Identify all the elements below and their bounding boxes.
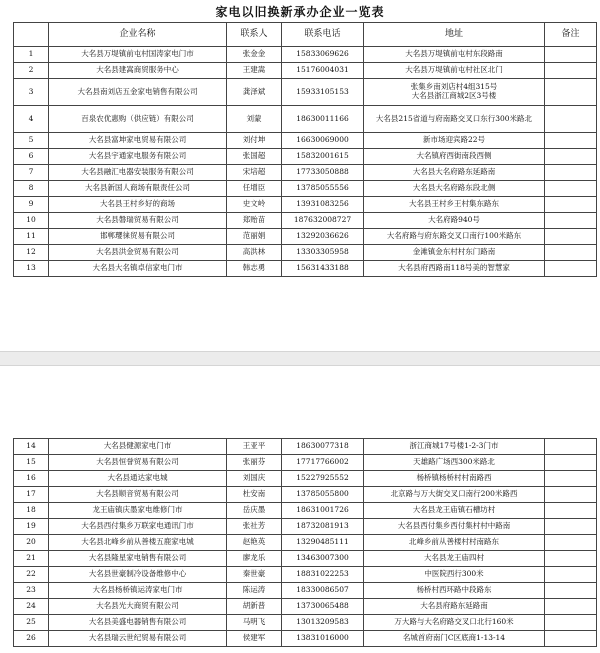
cell-address: 天雄路广场西300米路北 bbox=[364, 455, 545, 471]
cell-phone: 13290485111 bbox=[282, 535, 364, 551]
cell-contact: 张社芳 bbox=[227, 519, 282, 535]
table-row bbox=[14, 583, 597, 599]
cell-address: 大名县府西路南118号美的智慧家 bbox=[364, 261, 545, 277]
cell-address: 万大路与大名府路交叉口北行160米 bbox=[364, 615, 545, 631]
cell-phone: 15833069626 bbox=[282, 47, 364, 63]
cell-phone: 15832001615 bbox=[282, 149, 364, 165]
table-row bbox=[14, 503, 597, 519]
table-row bbox=[14, 229, 597, 245]
cell-phone: 13303305958 bbox=[282, 245, 364, 261]
cell-company-name: 大名县顺音贸易有限公司 bbox=[49, 487, 227, 503]
cell-remarks bbox=[545, 615, 597, 631]
cell-contact: 高洪林 bbox=[227, 245, 282, 261]
header-company-name: 企业名称 bbox=[49, 23, 227, 47]
cell-index: 21 bbox=[14, 551, 49, 567]
cell-remarks bbox=[545, 519, 597, 535]
cell-address: 大名府路与府东路交叉口南行100米路东 bbox=[364, 229, 545, 245]
page-title: 家电以旧换新承办企业一览表 bbox=[215, 5, 385, 19]
cell-address: 大名县大名府路东段北侧 bbox=[364, 181, 545, 197]
cell-index: 17 bbox=[14, 487, 49, 503]
table-row bbox=[14, 551, 597, 567]
table-row bbox=[14, 631, 597, 647]
cell-phone: 18732081913 bbox=[282, 519, 364, 535]
cell-contact: 韩志勇 bbox=[227, 261, 282, 277]
cell-remarks bbox=[545, 487, 597, 503]
cell-address: 大名县龙王庙镇石槽坊村 bbox=[364, 503, 545, 519]
cell-address: 大名县王村乡王村集东路东 bbox=[364, 197, 545, 213]
cell-address: 杨桥镇杨桥村村南路西 bbox=[364, 471, 545, 487]
cell-contact: 范丽娟 bbox=[227, 229, 282, 245]
cell-index: 19 bbox=[14, 519, 49, 535]
cell-address: 张集乡南刘店村4组315号 大名县浙江商城2区3号楼 bbox=[364, 79, 545, 106]
page-divider-bottom bbox=[0, 365, 600, 366]
cell-remarks bbox=[545, 567, 597, 583]
cell-remarks bbox=[545, 197, 597, 213]
cell-remarks bbox=[545, 583, 597, 599]
page-break bbox=[0, 352, 600, 365]
table-row bbox=[14, 535, 597, 551]
cell-company-name: 大名县恒誉贸易有限公司 bbox=[49, 455, 227, 471]
cell-index: 10 bbox=[14, 213, 49, 229]
cell-contact: 秦世豪 bbox=[227, 567, 282, 583]
cell-address: 北京路与万大街交叉口南行200米路西 bbox=[364, 487, 545, 503]
cell-index: 24 bbox=[14, 599, 49, 615]
cell-company-name: 大名县融汇电器安装服务有限公司 bbox=[49, 165, 227, 181]
cell-company-name: 大名县建嵩商贸服务中心 bbox=[49, 63, 227, 79]
cell-phone: 187632008727 bbox=[282, 213, 364, 229]
cell-phone: 18630011166 bbox=[282, 106, 364, 133]
cell-index: 6 bbox=[14, 149, 49, 165]
cell-contact: 廖龙乐 bbox=[227, 551, 282, 567]
cell-contact: 宋培超 bbox=[227, 165, 282, 181]
cell-index: 13 bbox=[14, 261, 49, 277]
cell-phone: 18831022253 bbox=[282, 567, 364, 583]
table-row bbox=[14, 567, 597, 583]
cell-address: 大名府路940号 bbox=[364, 213, 545, 229]
cell-remarks bbox=[545, 229, 597, 245]
cell-index: 25 bbox=[14, 615, 49, 631]
table-row bbox=[14, 599, 597, 615]
cell-address: 名城首府南门C区底商1-13-14 bbox=[364, 631, 545, 647]
cell-remarks bbox=[545, 181, 597, 197]
cell-phone: 17717766002 bbox=[282, 455, 364, 471]
cell-company-name: 大名县磐瑞贸易有限公司 bbox=[49, 213, 227, 229]
table-row bbox=[14, 455, 597, 471]
cell-company-name: 大名县杨桥镇运涛家电门市 bbox=[49, 583, 227, 599]
cell-contact: 刘蒙 bbox=[227, 106, 282, 133]
cell-index: 3 bbox=[14, 79, 49, 106]
cell-remarks bbox=[545, 149, 597, 165]
cell-address: 大名县西付集乡西付集村村中路南 bbox=[364, 519, 545, 535]
header-contact: 联系人 bbox=[227, 23, 282, 47]
cell-company-name: 大名县隆星家电销售有限公司 bbox=[49, 551, 227, 567]
cell-index: 20 bbox=[14, 535, 49, 551]
cell-address: 大名镇府西街南段西侧 bbox=[364, 149, 545, 165]
table-row bbox=[14, 133, 597, 149]
cell-contact: 马明飞 bbox=[227, 615, 282, 631]
cell-remarks bbox=[545, 261, 597, 277]
cell-company-name: 大名县通达家电城 bbox=[49, 471, 227, 487]
cell-company-name: 大名县洪金贸易有限公司 bbox=[49, 245, 227, 261]
company-table-page1 bbox=[13, 22, 597, 277]
cell-remarks bbox=[545, 503, 597, 519]
cell-index: 7 bbox=[14, 165, 49, 181]
cell-remarks bbox=[545, 535, 597, 551]
cell-index: 2 bbox=[14, 63, 49, 79]
cell-index: 11 bbox=[14, 229, 49, 245]
header-index bbox=[14, 23, 49, 47]
cell-contact: 张金金 bbox=[227, 47, 282, 63]
header-remarks: 备注 bbox=[545, 23, 597, 47]
cell-company-name: 大名县北峰乡前从善楼五鹿家电城 bbox=[49, 535, 227, 551]
cell-remarks bbox=[545, 599, 597, 615]
cell-address: 大名县万堤镇前屯村东段路南 bbox=[364, 47, 545, 63]
company-table-page2 bbox=[13, 438, 597, 647]
cell-remarks bbox=[545, 47, 597, 63]
cell-contact: 史文岭 bbox=[227, 197, 282, 213]
cell-address: 大名县215省道与府南路交叉口东行300米路北 bbox=[364, 106, 545, 133]
cell-remarks bbox=[545, 439, 597, 455]
cell-company-name: 大名县富坤家电贸易有限公司 bbox=[49, 133, 227, 149]
cell-contact: 王亚平 bbox=[227, 439, 282, 455]
header-phone: 联系电话 bbox=[282, 23, 364, 47]
cell-index: 9 bbox=[14, 197, 49, 213]
cell-contact: 刘国庆 bbox=[227, 471, 282, 487]
cell-contact: 杜安南 bbox=[227, 487, 282, 503]
cell-company-name: 大名县大名镇卓信家电门市 bbox=[49, 261, 227, 277]
cell-company-name: 大名县西付集乡万联家电通讯门市 bbox=[49, 519, 227, 535]
cell-company-name: 大名县宇通家电服务有限公司 bbox=[49, 149, 227, 165]
cell-remarks bbox=[545, 63, 597, 79]
cell-remarks bbox=[545, 79, 597, 106]
cell-contact: 任增臣 bbox=[227, 181, 282, 197]
cell-remarks bbox=[545, 455, 597, 471]
cell-address: 杨桥村西环路中段路东 bbox=[364, 583, 545, 599]
table-header-row bbox=[14, 23, 597, 47]
cell-phone: 15176004031 bbox=[282, 63, 364, 79]
cell-phone: 15227925552 bbox=[282, 471, 364, 487]
cell-phone: 18630077318 bbox=[282, 439, 364, 455]
cell-remarks bbox=[545, 213, 597, 229]
cell-index: 23 bbox=[14, 583, 49, 599]
cell-phone: 15631433188 bbox=[282, 261, 364, 277]
cell-remarks bbox=[545, 471, 597, 487]
table-row bbox=[14, 245, 597, 261]
cell-index: 16 bbox=[14, 471, 49, 487]
cell-remarks bbox=[545, 245, 597, 261]
cell-address: 金滩镇金东村村东门路南 bbox=[364, 245, 545, 261]
cell-contact: 陈运涛 bbox=[227, 583, 282, 599]
cell-company-name: 大名县南刘店五金家电销售有限公司 bbox=[49, 79, 227, 106]
cell-remarks bbox=[545, 106, 597, 133]
cell-phone: 13931083256 bbox=[282, 197, 364, 213]
cell-contact: 侯建军 bbox=[227, 631, 282, 647]
cell-company-name: 大名县新国人商场有限责任公司 bbox=[49, 181, 227, 197]
cell-contact: 胡新普 bbox=[227, 599, 282, 615]
table-row bbox=[14, 165, 597, 181]
cell-contact: 张丽芬 bbox=[227, 455, 282, 471]
cell-contact: 龚泽斌 bbox=[227, 79, 282, 106]
cell-contact: 郑贻苗 bbox=[227, 213, 282, 229]
table-row bbox=[14, 615, 597, 631]
cell-company-name: 大名县美盛电器销售有限公司 bbox=[49, 615, 227, 631]
table-row bbox=[14, 213, 597, 229]
cell-company-name: 大名县万堤镇前屯村国涛家电门市 bbox=[49, 47, 227, 63]
cell-address: 浙江商城17号楼1-2-3门市 bbox=[364, 439, 545, 455]
cell-remarks bbox=[545, 631, 597, 647]
cell-index: 22 bbox=[14, 567, 49, 583]
cell-address: 大名县龙王庙四村 bbox=[364, 551, 545, 567]
cell-company-name: 大名县瑞云世纪贸易有限公司 bbox=[49, 631, 227, 647]
cell-index: 12 bbox=[14, 245, 49, 261]
table-row bbox=[14, 149, 597, 165]
cell-remarks bbox=[545, 165, 597, 181]
cell-phone: 13730065488 bbox=[282, 599, 364, 615]
cell-phone: 15933105153 bbox=[282, 79, 364, 106]
cell-index: 8 bbox=[14, 181, 49, 197]
cell-index: 5 bbox=[14, 133, 49, 149]
cell-phone: 13292036626 bbox=[282, 229, 364, 245]
table-row bbox=[14, 487, 597, 503]
cell-address: 北峰乡前从善楼村村南路东 bbox=[364, 535, 545, 551]
cell-contact: 赵艳英 bbox=[227, 535, 282, 551]
cell-contact: 岳庆墨 bbox=[227, 503, 282, 519]
cell-phone: 16630069000 bbox=[282, 133, 364, 149]
table-row bbox=[14, 106, 597, 133]
cell-index: 4 bbox=[14, 106, 49, 133]
cell-phone: 18330086507 bbox=[282, 583, 364, 599]
header-address: 地址 bbox=[364, 23, 545, 47]
cell-contact: 刘付坤 bbox=[227, 133, 282, 149]
cell-phone: 18631001726 bbox=[282, 503, 364, 519]
cell-company-name: 大名县世豪制冷设备维修中心 bbox=[49, 567, 227, 583]
cell-contact: 张国超 bbox=[227, 149, 282, 165]
cell-phone: 13013209583 bbox=[282, 615, 364, 631]
cell-contact: 王建嵩 bbox=[227, 63, 282, 79]
cell-index: 15 bbox=[14, 455, 49, 471]
table-row bbox=[14, 181, 597, 197]
table-row bbox=[14, 197, 597, 213]
cell-address: 新市场迎宾路22号 bbox=[364, 133, 545, 149]
table-row bbox=[14, 471, 597, 487]
cell-remarks bbox=[545, 133, 597, 149]
table-row bbox=[14, 47, 597, 63]
cell-address: 大名县府路东延路南 bbox=[364, 599, 545, 615]
cell-phone: 13831016000 bbox=[282, 631, 364, 647]
cell-phone: 13463007300 bbox=[282, 551, 364, 567]
table-row bbox=[14, 63, 597, 79]
table-row bbox=[14, 261, 597, 277]
cell-company-name: 龙王庙镇庆墨家电维修门市 bbox=[49, 503, 227, 519]
cell-index: 14 bbox=[14, 439, 49, 455]
cell-company-name: 邯郸璎徕贸易有限公司 bbox=[49, 229, 227, 245]
cell-company-name: 大名县王村乡好的商场 bbox=[49, 197, 227, 213]
table-row bbox=[14, 79, 597, 106]
table-row bbox=[14, 519, 597, 535]
cell-remarks bbox=[545, 551, 597, 567]
cell-phone: 13785055800 bbox=[282, 487, 364, 503]
cell-address: 中医院西行300米 bbox=[364, 567, 545, 583]
cell-address: 大名县万堤镇前屯村社区北门 bbox=[364, 63, 545, 79]
cell-company-name: 大名县健源家电门市 bbox=[49, 439, 227, 455]
cell-phone: 13785055556 bbox=[282, 181, 364, 197]
cell-index: 18 bbox=[14, 503, 49, 519]
cell-index: 26 bbox=[14, 631, 49, 647]
cell-phone: 17733050888 bbox=[282, 165, 364, 181]
table-row bbox=[14, 439, 597, 455]
cell-index: 1 bbox=[14, 47, 49, 63]
cell-company-name: 百泉农优惠购（供应链）有限公司 bbox=[49, 106, 227, 133]
cell-address: 大名县大名府路东延路南 bbox=[364, 165, 545, 181]
cell-company-name: 大名县光大商贸有限公司 bbox=[49, 599, 227, 615]
